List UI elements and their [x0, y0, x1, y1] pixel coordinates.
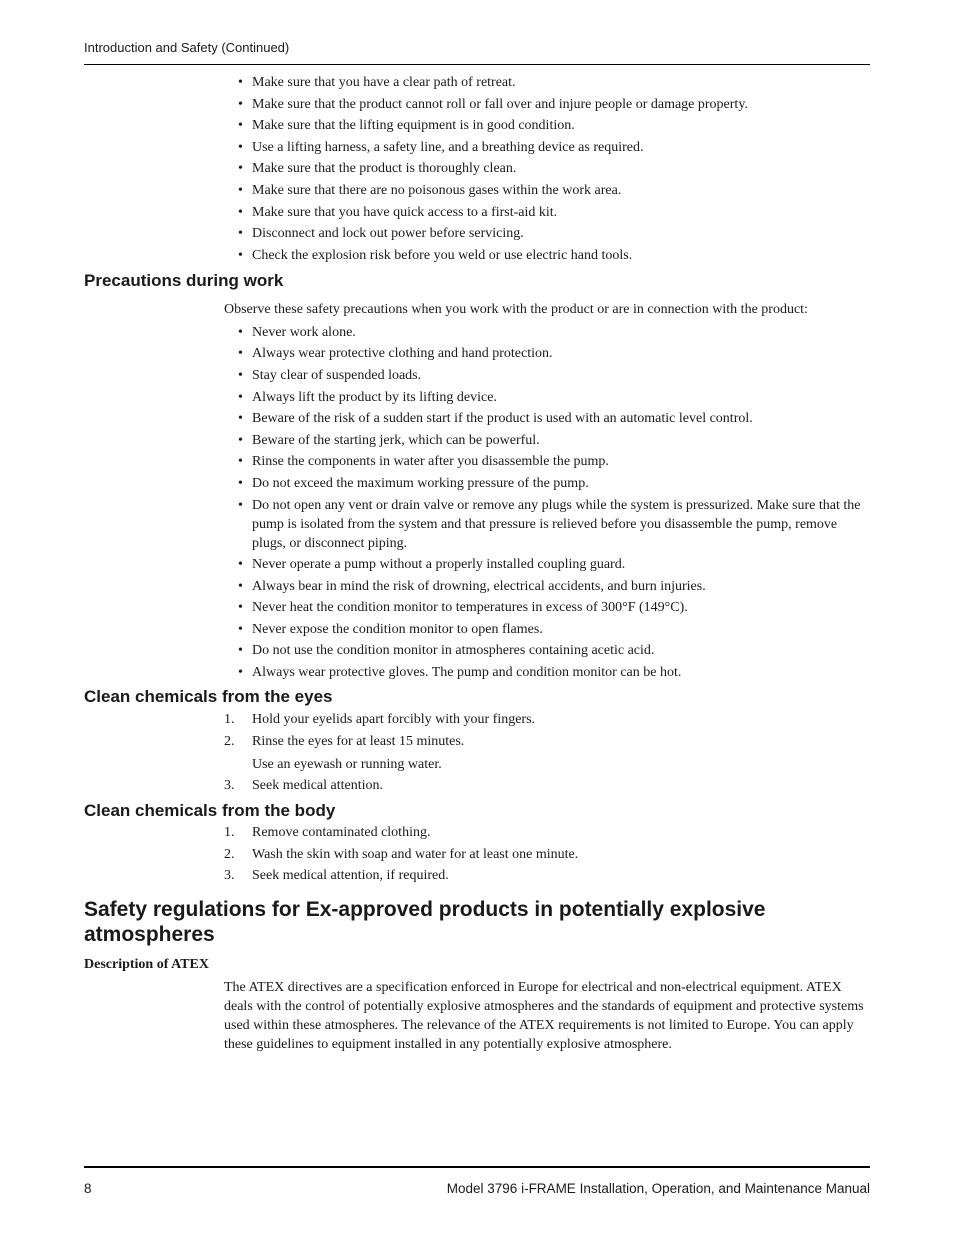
list-item: • Never work alone.	[238, 324, 356, 340]
list-item: • Never expose the condition monitor to open flames.	[238, 621, 543, 637]
list-item: 3. Seek medical attention.	[224, 778, 384, 794]
list-item: • Use a lifting harness, a safety line, and a breathing device as required.	[238, 139, 644, 155]
list-item: • Stay clear of suspended loads.	[238, 367, 422, 383]
list-item: • Check the explosion risk before you weld or use electric hand tools.	[238, 247, 633, 263]
list-item: • Do not use the condition monitor in atmospheres containing acetic acid.	[238, 643, 655, 659]
section-heading-eyes: Clean chemicals from the eyes	[84, 687, 333, 707]
list-item: • Make sure that the product is thoroughly clean.	[238, 161, 517, 177]
page-header: Introduction and Safety (Continued)	[84, 40, 290, 55]
list-item: 1. Remove contaminated clothing.	[224, 825, 431, 841]
precautions-intro: Observe these safety precautions when you work with the product or are in connection with the product:	[224, 301, 808, 317]
header-divider	[84, 64, 870, 65]
list-item: • Do not open any vent or drain valve or remove any plugs while the system is pressurized. Make sure that the pump is isolated from the system and that pressure is relieved before you disassemble the pump, remove plugs, or disconnect piping.	[238, 497, 861, 551]
list-item: • Make sure that there are no poisonous gases within the work area.	[238, 182, 622, 198]
footer-divider	[84, 1166, 870, 1168]
section-heading-precautions: Precautions during work	[84, 270, 284, 290]
list-item: • Always bear in mind the risk of drowning, electrical accidents, and burn injuries.	[238, 578, 706, 594]
list-item: • Make sure that you have quick access to a first-aid kit.	[238, 204, 558, 220]
page-content	[84, 73, 870, 1054]
list-item: • Beware of the starting jerk, which can be powerful.	[238, 432, 540, 448]
list-item: • Never operate a pump without a properly installed coupling guard.	[238, 557, 626, 573]
list-item: 2. Rinse the eyes for at least 15 minutes. Use an eyewash or running water.	[224, 732, 870, 774]
list-item: • Rinse the components in water after you disassemble the pump.	[238, 454, 609, 470]
list-item: • Always wear protective clothing and hand protection.	[238, 346, 553, 362]
list-item: • Make sure that the product cannot roll or fall over and injure people or damage property.	[238, 96, 748, 112]
page-number: 8	[84, 1181, 92, 1196]
step-note: Use an eyewash or running water.	[252, 756, 442, 772]
list-item: • Disconnect and lock out power before servicing.	[238, 226, 524, 242]
list-item: • Make sure that you have a clear path of retreat.	[238, 75, 516, 90]
manual-title: Model 3796 i-FRAME Installation, Operation, and Maintenance Manual	[446, 1181, 870, 1196]
precautions-list	[84, 323, 870, 682]
atex-paragraph: The ATEX directives are a specification enforced in Europe for electrical and non-electrical equipment. ATEX deals with the control of potentially explosive atmospheres and the standards of equipment and protective systems used within these atmospheres. The relevance of the ATEX requirements is not limited to Europe. You can apply these guidelines to equipment installed in any potentially explosive atmosphere.	[224, 980, 864, 1053]
major-heading-atex: Safety regulations for Ex-approved products in potentially explosive atmospheres	[84, 898, 766, 947]
section-heading-body: Clean chemicals from the body	[84, 801, 336, 821]
list-item: • Always lift the product by its lifting device.	[238, 389, 497, 405]
list-item: • Do not exceed the maximum working pressure of the pump.	[238, 475, 589, 491]
atex-subheading: Description of ATEX	[84, 957, 209, 973]
list-item: • Beware of the risk of a sudden start if the product is used with an automatic level control.	[238, 411, 753, 427]
page-footer	[84, 1181, 870, 1196]
top-bullet-list	[84, 73, 870, 265]
list-item: • Always wear protective gloves. The pump and condition monitor can be hot.	[238, 665, 682, 681]
list-item: • Make sure that the lifting equipment is in good condition.	[238, 118, 575, 134]
list-item: 3. Seek medical attention, if required.	[224, 868, 449, 884]
list-item: 1. Hold your eyelids apart forcibly with your fingers.	[224, 712, 536, 728]
eyes-steps	[84, 710, 870, 795]
list-item: 2. Wash the skin with soap and water for at least one minute.	[224, 846, 579, 862]
body-steps	[84, 823, 870, 885]
list-item: • Never heat the condition monitor to temperatures in excess of 300°F (149°C).	[238, 600, 688, 616]
